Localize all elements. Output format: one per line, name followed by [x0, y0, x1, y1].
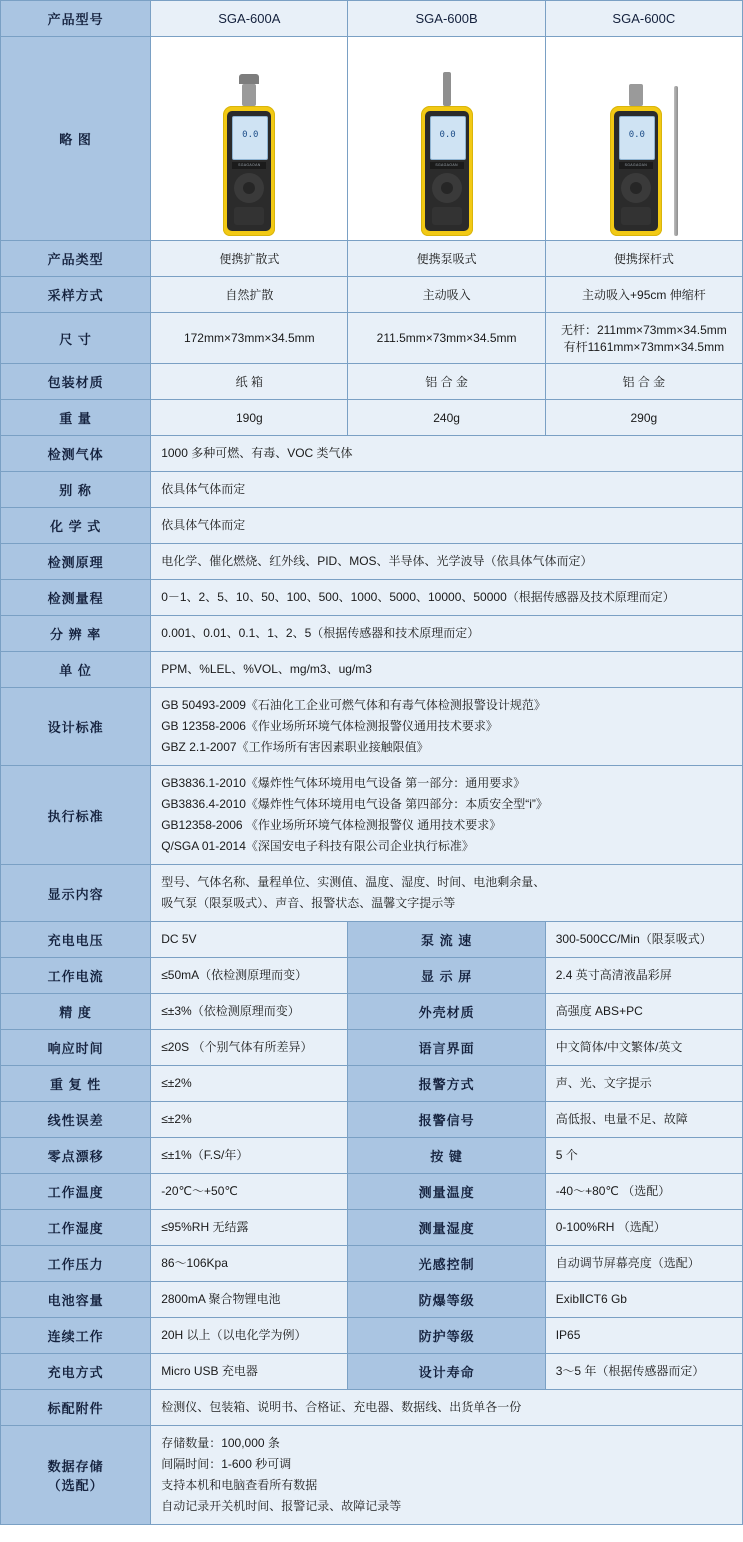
pair-value-left-8: ≤95%RH 无结露	[151, 1210, 348, 1246]
row-value-14: GB3836.1-2010《爆炸性气体环境用电气设备 第一部分：通用要求》 GB3836.4-2010《爆炸性气体环境用电气设备 第四部分：本质安全型“i”》 GB12358-2006 《作业场所环境气体检测报警仪 通用技术要求》 Q/SGA 01-2014《深国安电子科技有限公司企业执行标准》	[151, 766, 743, 865]
pair-value-right-5: 高低报、电量不足、故障	[545, 1102, 742, 1138]
pair-value-right-11: IP65	[545, 1318, 742, 1354]
pair-label-left-10: 电池容量	[1, 1282, 151, 1318]
row-value-5-1: 240g	[348, 400, 545, 436]
pair-value-right-12: 3～5 年（根据传感器而定）	[545, 1354, 742, 1390]
tail-label-0: 标配附件	[1, 1390, 151, 1426]
pair-value-right-4: 声、光、文字提示	[545, 1066, 742, 1102]
row-value-11: 0.001、0.01、0.1、1、2、5（根据传感器和技术原理而定）	[151, 616, 743, 652]
pair-label-right-8: 测量湿度	[348, 1210, 545, 1246]
row-value-4-1: 铝 合 金	[348, 364, 545, 400]
pair-value-right-10: ExibⅡCT6 Gb	[545, 1282, 742, 1318]
pair-label-right-0: 泵 流 速	[348, 922, 545, 958]
pair-label-right-1: 显 示 屏	[348, 958, 545, 994]
row-value-13: GB 50493-2009《石油化工企业可燃气体和有毒气体检测报警设计规范》 GB 12358-2006《作业场所环境气体检测报警仪通用技术要求》 GBZ 2.1-2007《工作场所有害因素职业接触限值》	[151, 688, 743, 766]
pair-label-right-11: 防护等级	[348, 1318, 545, 1354]
row-value-1-1: 便携泵吸式	[348, 241, 545, 277]
pair-value-left-10: 2800mA 聚合物锂电池	[151, 1282, 348, 1318]
row-label-15: 显示内容	[1, 865, 151, 922]
row-value-9: 电化学、催化燃烧、红外线、PID、MOS、半导体、光学波导（依具体气体而定）	[151, 544, 743, 580]
pair-value-left-11: 20H 以上（以电化学为例）	[151, 1318, 348, 1354]
pair-label-left-11: 连续工作	[1, 1318, 151, 1354]
row-label-0: 略 图	[1, 37, 151, 241]
pair-label-left-1: 工作电流	[1, 958, 151, 994]
pair-value-left-5: ≤±2%	[151, 1102, 348, 1138]
pair-label-left-12: 充电方式	[1, 1354, 151, 1390]
device-illustration: 0.0 SGAGAOAN	[421, 72, 473, 236]
pair-value-right-1: 2.4 英寸高清液晶彩屏	[545, 958, 742, 994]
row-label-2: 采样方式	[1, 277, 151, 313]
pair-label-left-4: 重 复 性	[1, 1066, 151, 1102]
row-label-6: 检测气体	[1, 436, 151, 472]
row-label-1: 产品类型	[1, 241, 151, 277]
tail-label-1: 数据存储 （选配）	[1, 1426, 151, 1525]
pair-label-right-3: 语言界面	[348, 1030, 545, 1066]
row-value-5-0: 190g	[151, 400, 348, 436]
pair-label-right-2: 外壳材质	[348, 994, 545, 1030]
model-header-0: SGA-600A	[151, 1, 348, 37]
pair-value-right-3: 中文简体/中文繁体/英文	[545, 1030, 742, 1066]
pair-label-right-5: 报警信号	[348, 1102, 545, 1138]
model-header-2: SGA-600C	[545, 1, 742, 37]
pair-label-right-6: 按 键	[348, 1138, 545, 1174]
pair-label-left-2: 精 度	[1, 994, 151, 1030]
row-value-12: PPM、%LEL、%VOL、mg/m3、ug/m3	[151, 652, 743, 688]
extension-probe	[674, 86, 678, 236]
row-label-9: 检测原理	[1, 544, 151, 580]
row-label-5: 重 量	[1, 400, 151, 436]
pair-value-left-12: Micro USB 充电器	[151, 1354, 348, 1390]
pair-label-right-10: 防爆等级	[348, 1282, 545, 1318]
pair-value-right-8: 0-100%RH （选配）	[545, 1210, 742, 1246]
pair-value-right-7: -40～+80℃ （选配）	[545, 1174, 742, 1210]
pair-label-left-3: 响应时间	[1, 1030, 151, 1066]
pair-value-left-2: ≤±3%（依检测原理而变）	[151, 994, 348, 1030]
tail-value-0: 检测仪、包装箱、说明书、合格证、充电器、数据线、出货单各一份	[151, 1390, 743, 1426]
row-value-2-2: 主动吸入+95cm 伸缩杆	[545, 277, 742, 313]
row-value-10: 0－1、2、5、10、50、100、500、1000、5000、10000、50000（根据传感器及技术原理而定）	[151, 580, 743, 616]
row-value-4-2: 铝 合 金	[545, 364, 742, 400]
pair-value-right-0: 300-500CC/Min（限泵吸式）	[545, 922, 742, 958]
pair-label-right-12: 设计寿命	[348, 1354, 545, 1390]
pair-label-right-9: 光感控制	[348, 1246, 545, 1282]
row-value-3-0: 172mm×73mm×34.5mm	[151, 313, 348, 364]
pair-value-left-6: ≤±1%（F.S/年）	[151, 1138, 348, 1174]
pair-label-right-4: 报警方式	[348, 1066, 545, 1102]
pair-label-left-7: 工作温度	[1, 1174, 151, 1210]
pair-value-left-0: DC 5V	[151, 922, 348, 958]
pair-value-right-2: 高强度 ABS+PC	[545, 994, 742, 1030]
row-label-13: 设计标准	[1, 688, 151, 766]
pair-value-right-9: 自动调节屏幕亮度（选配）	[545, 1246, 742, 1282]
device-illustration: 0.0 SGAGAOAN	[610, 84, 662, 236]
pair-label-right-7: 测量温度	[348, 1174, 545, 1210]
device-image-cell-2	[545, 37, 742, 241]
device-image-cell-1	[348, 37, 545, 241]
row-value-3-2: 无杆：211mm×73mm×34.5mm 有杆1161mm×73mm×34.5mm	[545, 313, 742, 364]
tail-value-1: 存储数量：100,000 条 间隔时间：1-600 秒可调 支持本机和电脑查看所有数据 自动记录开关机时间、报警记录、故障记录等	[151, 1426, 743, 1525]
model-header-1: SGA-600B	[348, 1, 545, 37]
pair-value-left-1: ≤50mA（依检测原理而变）	[151, 958, 348, 994]
pair-value-left-9: 86～106Kpa	[151, 1246, 348, 1282]
row-label-14: 执行标准	[1, 766, 151, 865]
row-value-7: 依具体气体而定	[151, 472, 743, 508]
row-value-5-2: 290g	[545, 400, 742, 436]
pair-value-right-6: 5 个	[545, 1138, 742, 1174]
device-illustration: 0.0 SGAGAOAN	[223, 74, 275, 236]
row-value-1-0: 便携扩散式	[151, 241, 348, 277]
row-value-3-1: 211.5mm×73mm×34.5mm	[348, 313, 545, 364]
row-value-2-1: 主动吸入	[348, 277, 545, 313]
pair-label-left-8: 工作湿度	[1, 1210, 151, 1246]
row-label-4: 包装材质	[1, 364, 151, 400]
row-value-1-2: 便携探杆式	[545, 241, 742, 277]
row-label-8: 化 学 式	[1, 508, 151, 544]
row-value-2-0: 自然扩散	[151, 277, 348, 313]
pair-value-left-3: ≤20S （个别气体有所差异）	[151, 1030, 348, 1066]
row-label-product-model: 产品型号	[1, 1, 151, 37]
pair-value-left-7: -20℃～+50℃	[151, 1174, 348, 1210]
pair-label-left-0: 充电电压	[1, 922, 151, 958]
row-label-11: 分 辨 率	[1, 616, 151, 652]
row-label-12: 单 位	[1, 652, 151, 688]
row-value-4-0: 纸 箱	[151, 364, 348, 400]
device-image-cell-0	[151, 37, 348, 241]
pair-label-left-5: 线性误差	[1, 1102, 151, 1138]
row-label-10: 检测量程	[1, 580, 151, 616]
row-value-6: 1000 多种可燃、有毒、VOC 类气体	[151, 436, 743, 472]
row-value-15: 型号、气体名称、量程单位、实测值、温度、湿度、时间、电池剩余量、 吸气泵（限泵吸式）、声音、报警状态、温馨文字提示等	[151, 865, 743, 922]
row-value-8: 依具体气体而定	[151, 508, 743, 544]
pair-value-left-4: ≤±2%	[151, 1066, 348, 1102]
row-label-3: 尺 寸	[1, 313, 151, 364]
pair-label-left-9: 工作压力	[1, 1246, 151, 1282]
pair-label-left-6: 零点漂移	[1, 1138, 151, 1174]
row-label-7: 别 称	[1, 472, 151, 508]
